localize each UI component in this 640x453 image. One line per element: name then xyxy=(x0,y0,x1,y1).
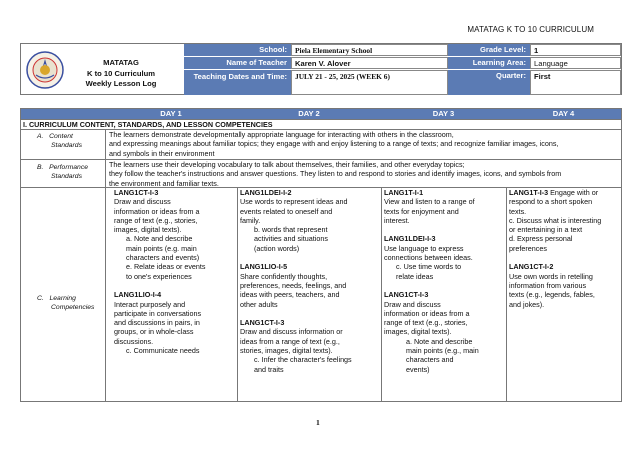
text-line: Engage with or xyxy=(548,188,599,197)
text-line: main points (e.g., main xyxy=(406,346,479,356)
day-header-blank xyxy=(21,109,105,119)
grid-line xyxy=(105,129,106,401)
title-line-1: MATATAG xyxy=(103,58,139,67)
text-line: Use words to represent ideas and xyxy=(240,197,348,207)
text-line: information or ideas from a xyxy=(114,206,200,216)
competency-code: LANG1LDEI-I-2 xyxy=(240,188,292,197)
text-line: connections between ideas. xyxy=(384,253,473,263)
text-line: and symbols in their environment xyxy=(109,148,215,158)
row-letter: A. xyxy=(37,133,44,140)
row-label-line1: Performance xyxy=(49,164,89,171)
text-line: and jokes). xyxy=(509,299,545,309)
row-label-line2: Competencies xyxy=(51,303,95,311)
content-standards-label xyxy=(37,133,82,150)
curriculum-header-tag: MATATAG K TO 10 CURRICULUM xyxy=(467,25,594,34)
text-line: events related to oneself and xyxy=(240,206,333,216)
text-line: family. xyxy=(240,215,261,225)
day-3-header: DAY 3 xyxy=(381,109,506,119)
day-2-competencies xyxy=(240,188,380,374)
text-line: Draw and discuss xyxy=(384,299,441,309)
text-line: c. Discuss what is interesting xyxy=(509,215,602,225)
text-line: images, digital texts). xyxy=(384,327,452,337)
text-line: ideas from a range of text (e.g., xyxy=(240,336,340,346)
section-title: I. CURRICULUM CONTENT, STANDARDS, AND LESSON COMPETENCIES xyxy=(23,120,273,129)
text-line: Use language to express xyxy=(384,243,464,253)
grid-line xyxy=(381,187,382,401)
text-line: and expressing meanings about familiar topics; they engage with and enjoy listening to a range of texts; and recognize familiar images, icons, xyxy=(109,139,559,149)
text-line: The learners use their developing vocabulary to talk about themselves, their families, and other everyday topics; xyxy=(109,160,465,169)
text-line: stories, images, digital texts). xyxy=(240,346,333,356)
text-line: participate in conversations xyxy=(114,308,202,318)
grade-label: Grade Level: xyxy=(448,44,530,56)
grid-line xyxy=(21,119,621,120)
dates-value: JULY 21 - 25, 2025 (WEEK 6) xyxy=(291,70,448,95)
competency-code: LANG1CT-I-3 xyxy=(114,188,159,197)
competency-code: LANG1CT-I-3 xyxy=(240,318,285,328)
competency-code: LANG1LDEI-I-3 xyxy=(384,234,436,244)
deped-seal-icon xyxy=(26,51,64,89)
row-label-line2: Standards xyxy=(51,141,82,149)
text-line: respond to a short spoken xyxy=(509,197,593,207)
text-line: (action words) xyxy=(254,243,300,253)
text-line: characters and xyxy=(406,355,454,365)
row-letter: C. xyxy=(37,295,44,302)
text-line: characters and events) xyxy=(126,253,200,263)
text-line: texts (e.g., legends, fables, xyxy=(509,290,595,300)
text-line: Draw and discuss information or xyxy=(240,327,343,337)
learning-competencies-label xyxy=(37,295,94,312)
text-line: c. Infer the character's feelings xyxy=(254,355,352,365)
text-line: discussions. xyxy=(114,336,154,346)
text-line: e. Relate ideas or events xyxy=(126,262,206,272)
grid-line xyxy=(506,187,507,401)
day-1-competencies xyxy=(114,188,234,355)
row-label-line2: Standards xyxy=(51,172,82,180)
text-line: preferences xyxy=(509,243,547,253)
day-4-header: DAY 4 xyxy=(506,109,621,119)
text-line: or entertaining in a text xyxy=(509,225,583,235)
text-line: interest. xyxy=(384,215,410,225)
text-line: texts for enjoyment and xyxy=(384,206,459,216)
text-line: information or ideas from a xyxy=(384,308,470,318)
text-line: to one's experiences xyxy=(126,271,192,281)
quarter-value: First xyxy=(530,70,621,95)
school-value: Piela Elementary School xyxy=(291,44,448,56)
grid-line xyxy=(237,187,238,401)
area-value: Language xyxy=(530,57,621,69)
text-line: they follow the teacher's instructions and answer questions. They listen to and respond to stories and identify images, icons, and symbols from xyxy=(109,169,562,179)
text-line: The learners demonstrate developmentally appropriate language for interacting with others in the classroom, xyxy=(109,130,454,139)
text-line: and discussions in pairs, in xyxy=(114,318,200,328)
title-line-3: Weekly Lesson Log xyxy=(85,79,157,88)
text-line: events) xyxy=(406,364,430,374)
text-line: a. Note and describe xyxy=(126,234,193,244)
text-line: groups, or in whole-class xyxy=(114,327,194,337)
competency-code: LANG1LIO-I-5 xyxy=(240,262,288,272)
text-line: ideas with peers, teachers, and xyxy=(240,290,340,300)
grade-value: 1 xyxy=(530,44,621,56)
dates-label: Teaching Dates and Time: xyxy=(184,70,291,95)
text-line: d. Express personal xyxy=(509,234,573,244)
text-line: range of text (e.g., stories, xyxy=(384,318,468,328)
row-letter: B. xyxy=(37,164,44,171)
lesson-log-title xyxy=(72,58,170,90)
text-line: main points (e.g. main xyxy=(126,243,197,253)
text-line: c. Communicate needs xyxy=(126,346,200,356)
title-line-2: K to 10 Curriculum xyxy=(87,68,155,78)
page-number: 1 xyxy=(316,418,320,427)
text-line: relate ideas xyxy=(396,271,434,281)
competency-code: LANG1T-I-3 xyxy=(509,188,549,197)
text-line: range of text (e.g., stories, xyxy=(114,215,198,225)
text-line: a. Note and describe xyxy=(406,336,473,346)
content-standards-text xyxy=(109,130,621,158)
text-line: Share confidently thoughts, xyxy=(240,271,328,281)
row-label-line1: Content xyxy=(49,133,73,140)
text-line: and traits xyxy=(254,364,284,374)
competency-code: LANG1T-I-1 xyxy=(384,188,424,197)
day-1-header: DAY 1 xyxy=(105,109,237,119)
text-line: activities and situations xyxy=(254,234,328,244)
text-line: Draw and discuss xyxy=(114,197,171,207)
text-line: texts. xyxy=(509,206,527,216)
performance-standards-label xyxy=(37,164,88,181)
quarter-label: Quarter: xyxy=(448,70,530,95)
text-line: Use own words in retelling xyxy=(509,271,593,281)
text-line: Interact purposely and xyxy=(114,299,186,309)
teacher-label: Name of Teacher xyxy=(184,57,291,69)
row-label-line1: Learning xyxy=(49,295,76,302)
teacher-value: Karen V. Alover xyxy=(291,57,448,69)
competency-code: LANG1CT-I-2 xyxy=(509,262,554,272)
area-label: Learning Area: xyxy=(448,57,530,69)
text-line: c. Use time words to xyxy=(396,262,462,272)
competency-code: LANG1CT-I-3 xyxy=(384,290,429,300)
day-2-header: DAY 2 xyxy=(237,109,381,119)
performance-standards-text xyxy=(109,160,621,188)
text-line: images, digital texts). xyxy=(114,225,182,235)
text-line: b. words that represent xyxy=(254,225,328,235)
competency-code: LANG1LIO-I-4 xyxy=(114,290,162,300)
text-line: preferences, needs, feelings, and xyxy=(240,280,347,290)
text-line: other adults xyxy=(240,299,278,309)
day-4-competencies xyxy=(509,188,621,309)
text-line: the environment and familiar texts. xyxy=(109,178,219,188)
text-line: information from various xyxy=(509,280,587,290)
day-3-competencies xyxy=(384,188,504,374)
text-line: View and listen to a range of xyxy=(384,197,475,207)
school-label: School: xyxy=(184,44,291,56)
